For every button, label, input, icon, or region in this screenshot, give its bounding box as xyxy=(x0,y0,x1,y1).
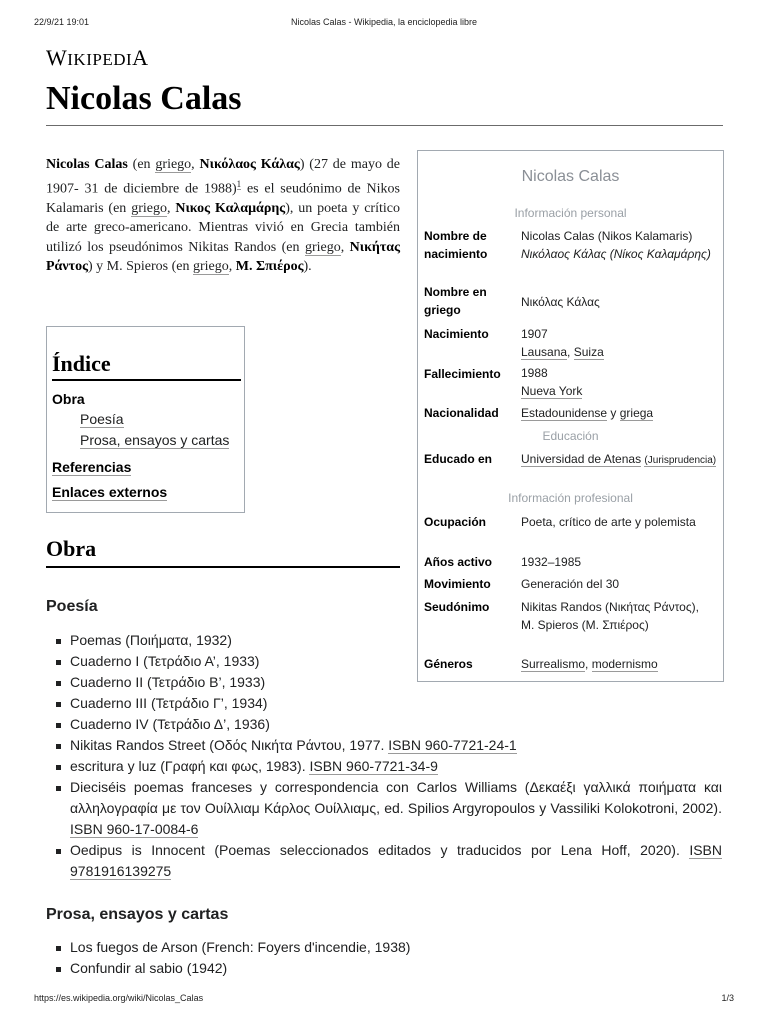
list-item: Oedipus is Innocent (Poemas seleccionados editados y traducidos por Lena Hoff, 2020). ISBN 9781916139275 xyxy=(56,840,722,882)
toc-item-prosa[interactable]: Prosa, ensayos y cartas xyxy=(80,432,230,448)
infobox-label-nacimiento: Nacimiento xyxy=(424,327,489,341)
list-item: Confundir al sabio (1942) xyxy=(56,958,722,979)
intro-paragraph: Nicolas Calas (en griego, Νικόλαος Κάλας) (27 de mayo de 1907- 31 de diciembre de 1988)$^1$ es el seudónimo de Nikos Kalamaris (en griego, Νικος Καλαμάρης), un poeta y crítico de arte greco-americano. Mientras vivió en Grecia también utilizó los pseudónimos Nikitas Randos (en griego, Νικήτας Ράντος) y M. Spieros (en griego, Μ. Σπιέρος). xyxy=(46,157,401,275)
infobox-section-profesional: Información profesional xyxy=(508,491,633,505)
infobox-label-seudonimo: Seudónimo xyxy=(424,600,490,614)
reference-link[interactable]: 1 xyxy=(236,178,242,189)
link-surrealismo[interactable]: Surrealismo xyxy=(521,657,586,671)
greek-name: Νικόλαος Κάλας xyxy=(199,157,300,172)
isbn-link[interactable]: ISBN 960-17-0084-6 xyxy=(70,821,199,837)
print-page-title: Nicolas Calas - Wikipedia, la enciclopedia libre xyxy=(290,17,478,27)
greek-spieros: Μ. Σπιέρος xyxy=(235,259,304,275)
infobox-label-nacionalidad: Nacionalidad xyxy=(424,406,499,420)
link-estadounidense[interactable]: Estadounidense xyxy=(521,406,608,420)
infobox-label-nombre-nacimiento: Nombre de nacimiento xyxy=(424,229,488,261)
infobox-value-movimiento: Generación del 30 xyxy=(521,577,620,591)
isbn-link[interactable]: ISBN 960-7721-34-9 xyxy=(309,758,438,774)
link-griego[interactable]: griego xyxy=(131,200,167,216)
table-of-contents xyxy=(46,326,245,513)
isbn-link[interactable]: 9781916139275 xyxy=(70,863,172,879)
infobox-value-fallecimiento: 1988 Nueva York xyxy=(521,366,583,398)
toc-item-poesia[interactable]: Poesía xyxy=(80,411,124,427)
toc-item-enlaces-externos[interactable]: Enlaces externos xyxy=(52,484,168,500)
infobox-value-ocupacion: Poeta, crítico de arte y polemista xyxy=(521,515,696,529)
educado-note: (Jurisprudencia) xyxy=(644,455,717,466)
section-heading-obra: Obra xyxy=(46,536,400,568)
wikipedia-logo[interactable]: WIKIPEDIA xyxy=(46,45,149,70)
list-item: Los fuegos de Arson (French: Foyers d'incendie, 1938) xyxy=(56,937,722,958)
infobox-section-educacion: Educación xyxy=(542,429,599,443)
infobox-value-generos: Surrealismo, modernismo xyxy=(521,657,658,671)
infobox-title: Nicolas Calas xyxy=(521,168,620,185)
toc-item-referencias[interactable]: Referencias xyxy=(52,459,132,475)
list-item: Poemas (Ποιήματα, 1932) xyxy=(56,630,722,651)
title-divider xyxy=(46,125,723,126)
isbn-link[interactable]: ISBN 960-7721-24-1 xyxy=(388,737,517,753)
link-universidad-atenas[interactable]: Universidad de Atenas xyxy=(521,452,642,466)
print-footer xyxy=(34,993,734,1007)
infobox-value-nacionalidad: Estadounidense y griega xyxy=(521,406,654,420)
subsection-heading-poesia: Poesía xyxy=(46,598,98,615)
subsection-heading-prosa: Prosa, ensayos y cartas xyxy=(46,906,229,923)
list-item: Cuaderno II (Τετράδιο Β’, 1933) xyxy=(56,672,722,693)
list-item: Cuaderno I (Τετράδιο Α’, 1933) xyxy=(56,651,722,672)
infobox-label-nombre-griego: Nombre en griego xyxy=(424,285,487,317)
link-griego[interactable]: griego xyxy=(192,259,229,275)
greek-randos: Νικήτας Ράντος xyxy=(46,239,400,275)
print-url: https://es.wikipedia.org/wiki/Nicolas_Calas xyxy=(34,993,204,1003)
greek-kalamaris: Νικος Καλαμάρης xyxy=(175,200,286,216)
infobox-label-generos: Géneros xyxy=(424,657,473,671)
link-nueva-york[interactable]: Nueva York xyxy=(521,384,583,398)
link-griego[interactable]: griego xyxy=(304,239,341,255)
link-lausana[interactable]: Lausana xyxy=(521,345,568,359)
toc-title: Índice xyxy=(52,351,241,381)
infobox-value-nacimiento: 1907 Lausana, Suiza xyxy=(521,327,604,359)
list-item: Cuaderno III (Τετράδιο Γ’, 1934) xyxy=(56,693,722,714)
infobox-label-educado: Educado en xyxy=(424,452,493,466)
link-griega[interactable]: griega xyxy=(619,406,654,420)
link-griego[interactable]: griego xyxy=(155,157,192,172)
print-header xyxy=(34,17,734,31)
infobox-value-nombre-nacimiento: Nicolas Calas (Nikos Kalamaris) Νικόλαος Κάλας (Νίκος Καλαμάρης) xyxy=(521,229,711,261)
isbn-label-link[interactable]: ISBN xyxy=(689,842,722,858)
list-item: Dieciséis poemas franceses y correspondencia con Carlos Williams (Δεκαέξι γαλλικά ποιήματα και αλληλογραφία με τον Ουίλλιαμ Κάρλος Ουίλλιαμς, ed. Spilios Argyropoulos y Vassiliki Kolokotroni, 2002). ISBN 960-17-0084-6 xyxy=(56,777,722,840)
link-modernismo[interactable]: modernismo xyxy=(591,657,658,671)
print-datetime: 22/9/21 19:01 xyxy=(34,17,90,27)
infobox-value-seudonimo: Nikitas Randos (Νικήτας Ράντος), M. Spieros (Μ. Σπιέρος) xyxy=(521,600,699,632)
list-item: escritura y luz (Γραφή και φως, 1983). ISBN 960-7721-34-9 xyxy=(56,756,722,777)
toc-item-obra[interactable]: Obra xyxy=(52,391,85,407)
subject-name: Nicolas Calas xyxy=(46,157,128,172)
link-suiza[interactable]: Suiza xyxy=(573,345,604,359)
infobox-label-ocupacion: Ocupación xyxy=(424,515,487,529)
infobox-value-anos-activo: 1932–1985 xyxy=(521,555,582,569)
infobox xyxy=(417,150,724,682)
list-item: Cuaderno IV (Τετράδιο Δ’, 1936) xyxy=(56,714,722,735)
infobox-section-personal: Información personal xyxy=(514,206,627,220)
infobox-value-nombre-griego: Νικόλας Κάλας xyxy=(521,295,600,309)
list-item: Nikitas Randos Street (Οδός Νικήτα Ράντου, 1977. ISBN 960-7721-24-1 xyxy=(56,735,722,756)
infobox-label-fallecimiento: Fallecimiento xyxy=(424,367,501,381)
page-title: Nicolas Calas xyxy=(46,80,242,117)
infobox-value-educado xyxy=(521,450,717,470)
prosa-list xyxy=(56,937,722,979)
infobox-label-anos-activo: Años activo xyxy=(424,555,493,569)
print-page-number: 1/3 xyxy=(721,993,734,1003)
infobox-label-movimiento: Movimiento xyxy=(424,577,491,591)
